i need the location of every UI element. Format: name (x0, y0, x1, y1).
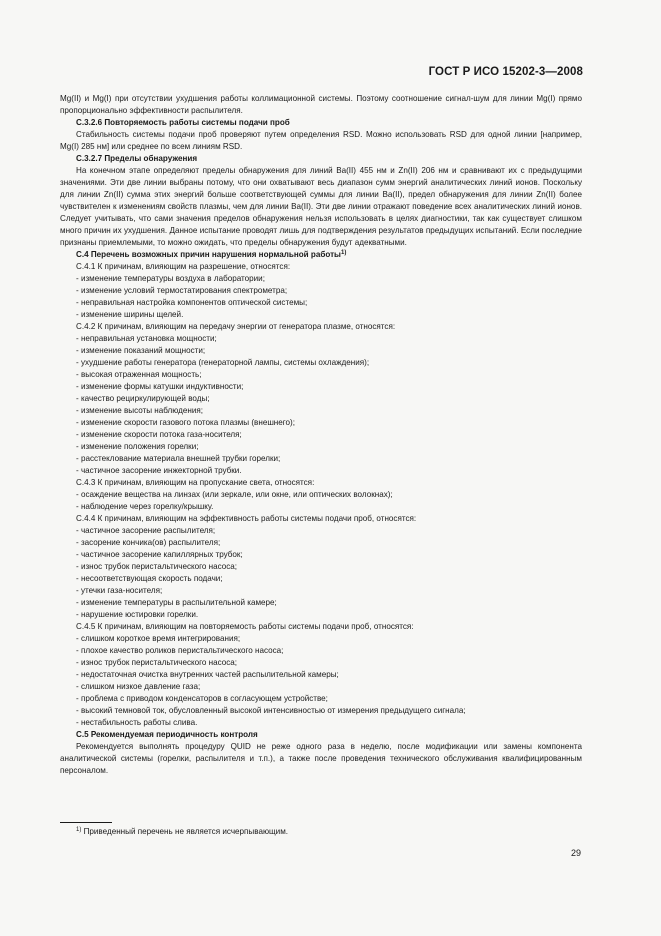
footnote (76, 826, 288, 837)
heading-c326: C.3.2.6 Повторяемость работы системы подачи проб (76, 118, 290, 127)
footnote-ref: 1) (340, 250, 347, 256)
paragraph-c326: Стабильность системы подачи проб проверяют путем определения RSD. Можно использовать RSD для одной линии [например, Mg(I) 285 нм] или среднее по всем линиям RSD. (60, 130, 582, 151)
clause-c43-intro: C.4.3 К причинам, влияющим на пропускание света, относятся: (76, 478, 315, 487)
list-item: - износ трубок перистальтического насоса; (76, 562, 238, 571)
list-item: - изменение температуры в распылительной камере; (76, 598, 277, 607)
list-c42 (60, 333, 582, 477)
list-item: - недостаточная очистка внутренних частей распылительной камеры; (76, 670, 339, 679)
footnote-divider (60, 822, 112, 823)
footnote-mark: 1) (76, 827, 82, 833)
list-item: - изменение формы катушки индуктивности; (76, 382, 244, 391)
list-c44 (60, 525, 582, 621)
document-body (60, 93, 582, 777)
list-item: - слишком короткое время интегрирования; (76, 634, 241, 643)
list-item: - частичное засорение инжекторной трубки. (76, 466, 242, 475)
clause-c42-intro: C.4.2 К причинам, влияющим на передачу энергии от генератора плазме, относятся: (76, 322, 396, 331)
paragraph-c5: Рекомендуется выполнять процедуру QUID не реже одного раза в неделю, после модификации или замены компонента аналитической системы (горелки, распылителя и т.п.), а также после проведения технического обслуживания квалифицированным персоналом. (60, 742, 582, 775)
list-item: - изменение скорости потока газа-носителя; (76, 430, 242, 439)
list-item: - неправильная установка мощности; (76, 334, 217, 343)
list-item: - высокий темновой ток, обусловленный высокой интенсивностью от измерения предыдущего сигнала; (76, 706, 466, 715)
list-item: - изменение ширины щелей. (76, 310, 184, 319)
list-item: - проблема с приводом конденсаторов в согласующем устройстве; (76, 694, 328, 703)
heading-c4-text: C.4 Перечень возможных причин нарушения нормальной работы (76, 250, 341, 259)
list-item: - плохое качество роликов перистальтического насоса; (76, 646, 284, 655)
list-item: - изменение высоты наблюдения; (76, 406, 204, 415)
clause-c44-intro: C.4.4 К причинам, влияющим на эффективность работы системы подачи проб, относятся: (76, 514, 417, 523)
list-item: - наблюдение через горелку/крышку. (76, 502, 214, 511)
list-c43 (60, 489, 582, 513)
list-item: - изменение скорости газового потока плазмы (внешнего); (76, 418, 296, 427)
heading-c4 (60, 249, 582, 261)
list-item: - износ трубок перистальтического насоса; (76, 658, 238, 667)
list-item: - осаждение вещества на линзах (или зеркале, или окне, или оптических волокнах); (76, 490, 393, 499)
list-item: - изменение показаний мощности; (76, 346, 206, 355)
heading-c5: C.5 Рекомендуемая периодичность контроля (76, 730, 258, 739)
list-item: - нестабильность работы слива. (76, 718, 198, 727)
list-item: - частичное засорение распылителя; (76, 526, 216, 535)
list-item: - изменение условий термостатирования спектрометра; (76, 286, 288, 295)
list-item: - качество рециркулирующей воды; (76, 394, 210, 403)
page-number: 29 (570, 848, 581, 858)
clause-c41-intro: C.4.1 К причинам, влияющим на разрешение, относятся: (76, 262, 291, 271)
page-header: ГОСТ Р ИСО 15202-3—2008 (428, 66, 583, 78)
list-item: - изменение температуры воздуха в лаборатории; (76, 274, 265, 283)
list-item: - расстеклование материала внешней трубки горелки; (76, 454, 281, 463)
heading-c327: C.3.2.7 Пределы обнаружения (76, 154, 198, 163)
list-item: - частичное засорение капиллярных трубок; (76, 550, 243, 559)
list-item: - засорение кончика(ов) распылителя; (76, 538, 221, 547)
list-item: - неправильная настройка компонентов оптической системы; (76, 298, 308, 307)
list-c45 (60, 633, 582, 729)
list-item: - слишком низкое давление газа; (76, 682, 201, 691)
list-c41 (60, 273, 582, 321)
list-item: - несоответствующая скорость подачи; (76, 574, 223, 583)
list-item: - ухудшение работы генератора (генераторной лампы, системы охлаждения); (76, 358, 370, 367)
list-item: - нарушение юстировки горелки. (76, 610, 199, 619)
clause-c45-intro: C.4.5 К причинам, влияющим на повторяемость работы системы подачи проб, относятся: (76, 622, 414, 631)
list-item: - утечки газа-носителя; (76, 586, 163, 595)
list-item: - высокая отраженная мощность; (76, 370, 202, 379)
list-item: - изменение положения горелки; (76, 442, 199, 451)
paragraph-mg-lines: Mg(II) и Mg(I) при отсутствии ухудшения работы коллимационной системы. Поэтому соотношение сигнал-шум для линии Mg(I) прямо пропорционально эффективности распылителя. (60, 94, 582, 115)
footnote-text: Приведенный перечень не является исчерпывающим. (83, 827, 289, 836)
paragraph-c327: На конечном этапе определяют пределы обнаружения для линий Ba(II) 455 нм и Zn(II) 206 нм и сравнивают их с предыдущими значениями. Эти две линии выбраны потому, что они охватывают весь диапазон сумм энергий аналитических линий ионов. Поскольку для линии Zn(II) сумма этих энергий больше соответствующей суммы для линии Ba(II), предел обнаружения для линии Zn(II) более чувствителен к изменениям свойств плазмы, чем для линии Ba(II). Эти две линии отражают поведение всех аналитических линий ионов. Следует учитывать, что сами значения пределов обнаружения нельзя использовать в целях диагностики, так как существует слишком много причин их ухудшения. Данное испытание проводят лишь для подтверждения результатов предыдущих испытаний. Если последние признаны приемлемыми, то можно ожидать, что пределы обнаружения будут адекватными. (60, 166, 582, 247)
